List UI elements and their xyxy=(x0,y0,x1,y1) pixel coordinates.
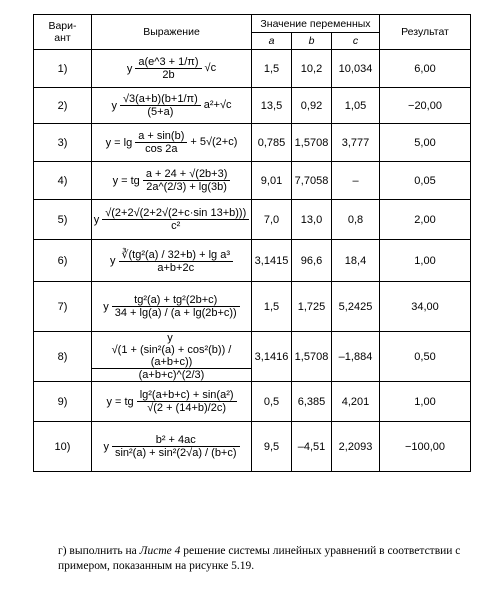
expression-lhs: y xyxy=(103,440,109,453)
table-row xyxy=(34,88,471,124)
row-expression xyxy=(92,422,252,472)
value-b: 0,92 xyxy=(292,88,332,124)
value-b: 1,5708 xyxy=(292,332,332,382)
row-number: 8) xyxy=(34,332,92,382)
row-expression xyxy=(92,88,252,124)
value-b: 96,6 xyxy=(292,240,332,282)
value-c: 4,201 xyxy=(332,382,380,422)
value-b: 1,725 xyxy=(292,282,332,332)
table-row xyxy=(34,382,471,422)
value-result: 6,00 xyxy=(380,50,471,88)
note-post: решение системы линейных уравнений в соответствии с примером, показанным на рисунке 5.19. xyxy=(58,545,461,572)
value-a: 1,5 xyxy=(252,50,292,88)
value-result: 1,00 xyxy=(380,382,471,422)
value-a: 7,0 xyxy=(252,200,292,240)
table-row xyxy=(34,332,471,382)
row-expression xyxy=(92,382,252,422)
expression-lhs: y = tg xyxy=(106,395,134,408)
expression-extra: + 5√(2+c) xyxy=(190,136,238,149)
expression-extra: a²+√c xyxy=(203,99,232,112)
value-c: 5,2425 xyxy=(332,282,380,332)
value-a: 0,785 xyxy=(252,124,292,162)
value-c: 0,8 xyxy=(332,200,380,240)
expression-numerator: √(1 + (sin²(a) + cos²(b)) / (a+b+c)) xyxy=(92,344,251,369)
value-result: −20,00 xyxy=(380,88,471,124)
expression-denominator: 2b xyxy=(162,69,175,81)
expression-denominator: sin²(a) + sin²(2√a) / (b+c) xyxy=(114,447,237,460)
note-italic: Листе 4 xyxy=(139,545,181,557)
row-number: 3) xyxy=(34,124,92,162)
expression-fraction xyxy=(135,56,201,81)
expression-numerator: √3(a+b)(b+1/π) xyxy=(120,93,201,106)
value-c: 2,2093 xyxy=(332,422,380,472)
value-a: 9,5 xyxy=(252,422,292,472)
table-row xyxy=(34,162,471,200)
table-row xyxy=(34,50,471,88)
value-a: 3,1416 xyxy=(252,332,292,382)
header-var-a: a xyxy=(252,33,292,50)
note-pre: г) выполнить на xyxy=(58,545,140,557)
value-b: –4,51 xyxy=(292,422,332,472)
header-result: Результат xyxy=(380,15,471,50)
value-a: 1,5 xyxy=(252,282,292,332)
value-c: –1,884 xyxy=(332,332,380,382)
row-expression xyxy=(92,332,252,382)
expression-denominator: √(2 + (14+b)/2c) xyxy=(147,402,226,415)
expression-denominator: a+b+2c xyxy=(157,261,195,274)
value-b: 1,5708 xyxy=(292,124,332,162)
value-result: 5,00 xyxy=(380,124,471,162)
row-number: 7) xyxy=(34,282,92,332)
header-expression: Выражение xyxy=(92,15,252,50)
table-row xyxy=(34,240,471,282)
expression-numerator: tg²(a) + tg²(2b+c) xyxy=(112,294,240,307)
table-row xyxy=(34,282,471,332)
table-row xyxy=(34,200,471,240)
expression-numerator: a(e^3 + 1/π) xyxy=(135,56,201,69)
value-a: 0,5 xyxy=(252,382,292,422)
row-number: 9) xyxy=(34,382,92,422)
value-b: 6,385 xyxy=(292,382,332,422)
value-result: −100,00 xyxy=(380,422,471,472)
expression-fraction xyxy=(135,130,187,155)
value-result: 2,00 xyxy=(380,200,471,240)
value-b: 13,0 xyxy=(292,200,332,240)
row-expression xyxy=(92,50,252,88)
expression-lhs: y xyxy=(110,254,116,267)
expression-lhs: y = tg xyxy=(112,174,140,187)
expression-denominator: (5+a) xyxy=(147,106,174,118)
value-result: 1,00 xyxy=(380,240,471,282)
expression-denominator: cos 2a xyxy=(145,143,178,155)
row-number: 4) xyxy=(34,162,92,200)
value-b: 7,7058 xyxy=(292,162,332,200)
expression-lhs: y xyxy=(93,213,100,226)
expression-numerator: b² + 4ac xyxy=(112,434,240,447)
expression-fraction xyxy=(92,344,251,381)
value-result: 0,05 xyxy=(380,162,471,200)
expression-lhs: y xyxy=(126,62,133,75)
expression-fraction xyxy=(112,434,240,459)
row-expression xyxy=(92,162,252,200)
task-table xyxy=(33,14,471,472)
value-c: – xyxy=(332,162,380,200)
expression-fraction xyxy=(119,248,234,274)
value-b: 10,2 xyxy=(292,50,332,88)
instruction-note xyxy=(58,544,478,574)
header-variant: Вари- ант xyxy=(34,15,92,50)
expression-numerator: lg²(a+b+c) + sin(a²) xyxy=(137,389,237,402)
row-number: 5) xyxy=(34,200,92,240)
expression-fraction xyxy=(143,168,231,193)
expression-numerator: a + sin(b) xyxy=(135,130,187,143)
expression-denominator: 34 + lg(a) / (a + lg(2b+c)) xyxy=(114,307,237,319)
expression-lhs: y xyxy=(167,332,173,345)
value-result: 34,00 xyxy=(380,282,471,332)
value-a: 3,1415 xyxy=(252,240,292,282)
expression-extra: √c xyxy=(204,62,217,75)
expression-fraction xyxy=(137,389,237,414)
expression-fraction xyxy=(102,207,249,232)
row-number: 2) xyxy=(34,88,92,124)
expression-fraction xyxy=(120,93,201,118)
table-row xyxy=(34,124,471,162)
expression-lhs: y xyxy=(103,300,109,313)
row-number: 1) xyxy=(34,50,92,88)
row-expression xyxy=(92,200,252,240)
header-var-values: Значение переменных xyxy=(252,15,380,33)
expression-denominator: 2a^(2/3) + lg(3b) xyxy=(146,181,227,193)
value-a: 9,01 xyxy=(252,162,292,200)
value-c: 10,034 xyxy=(332,50,380,88)
expression-lhs: y = lg xyxy=(105,136,133,149)
row-number: 6) xyxy=(34,240,92,282)
value-c: 1,05 xyxy=(332,88,380,124)
expression-numerator: √(2+2√(2+2√(2+c·sin 13+b))) xyxy=(102,207,249,220)
row-expression xyxy=(92,282,252,332)
value-a: 13,5 xyxy=(252,88,292,124)
header-var-b: b xyxy=(292,33,332,50)
expression-lhs: y xyxy=(111,99,117,112)
expression-denominator: (a+b+c)^(2/3) xyxy=(138,369,205,382)
row-number: 10) xyxy=(34,422,92,472)
row-expression xyxy=(92,240,252,282)
header-var-c: c xyxy=(332,33,380,50)
value-c: 3,777 xyxy=(332,124,380,162)
expression-fraction xyxy=(112,294,240,319)
value-result: 0,50 xyxy=(380,332,471,382)
table-row xyxy=(34,422,471,472)
expression-numerator: a + 24 + √(2b+3) xyxy=(143,168,231,181)
expression-numerator: ∛(tg²(a) / 32+b) + lg a³ xyxy=(119,248,234,262)
expression-denominator: c² xyxy=(171,220,181,232)
row-expression xyxy=(92,124,252,162)
value-c: 18,4 xyxy=(332,240,380,282)
